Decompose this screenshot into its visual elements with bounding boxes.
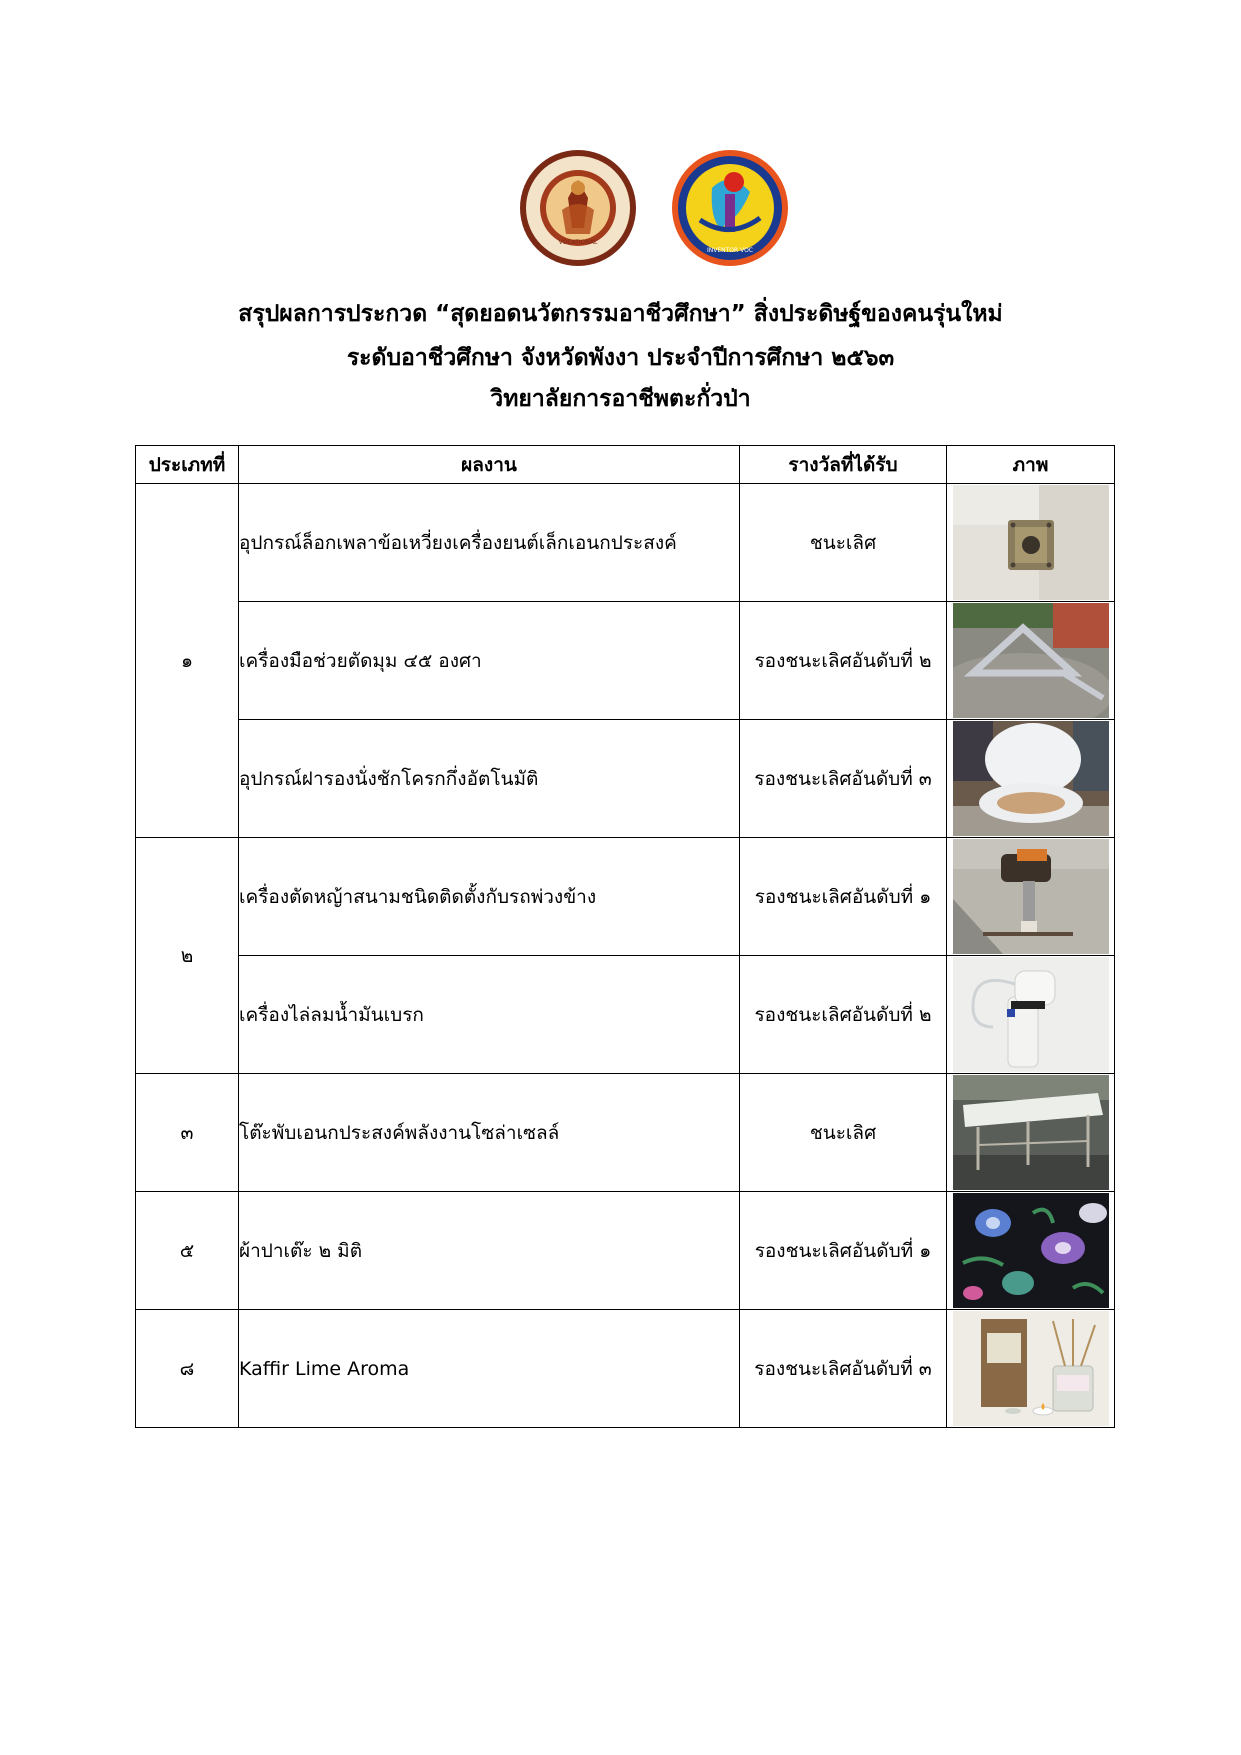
work-cell: เครื่องมือช่วยตัดมุม ๔๕ องศา (239, 602, 740, 720)
header-category: ประเภทที่ (136, 446, 239, 484)
brake-bleeder-photo (953, 957, 1109, 1072)
toilet-seat-photo (953, 721, 1109, 836)
svg-text:VOCATIONAL: VOCATIONAL (558, 239, 598, 246)
vocational-commission-seal-logo (518, 148, 638, 268)
header-work: ผลงาน (239, 446, 740, 484)
work-cell: โต๊ะพับเอนกประสงค์พลังงานโซล่าเซลล์ (239, 1074, 740, 1192)
document-title: สรุปผลการประกวด “สุดยอดนวัตกรรมอาชีวศึกษา” สิ่งประดิษฐ์ของคนรุ่นใหม่ (238, 301, 1003, 327)
category-cell: ๓ (136, 1074, 239, 1192)
work-cell: ผ้าปาเต๊ะ ๒ มิติ (239, 1192, 740, 1310)
work-cell: เครื่องไล่ลมน้ำมันเบรก (239, 956, 740, 1074)
work-cell: เครื่องตัดหญ้าสนามชนิดติดตั้งกับรถพ่วงข้าง (239, 838, 740, 956)
work-cell: Kaffir Lime Aroma (239, 1310, 740, 1428)
table-row (136, 1310, 1115, 1428)
batik-photo (953, 1193, 1109, 1308)
category-cell: ๑ (136, 484, 239, 838)
category-cell: ๒ (136, 838, 239, 1074)
svg-text:INVENTOR VOC: INVENTOR VOC (706, 247, 754, 254)
results-table (135, 445, 1115, 1428)
grass-cutter-photo (953, 839, 1109, 954)
inventor-voc-thailand-logo (670, 148, 790, 268)
college-name: วิทยาลัยการอาชีพตะกั่วป่า (490, 386, 751, 412)
table-row (136, 1192, 1115, 1310)
work-cell: อุปกรณ์ล็อกเพลาข้อเหวี่ยงเครื่องยนต์เล็กเอนกประสงค์ (239, 484, 740, 602)
image-cell (947, 602, 1115, 720)
image-cell (947, 1310, 1115, 1428)
logo-area (0, 148, 1241, 272)
award-cell: รองชนะเลิศอันดับที่ ๓ (740, 720, 947, 838)
image-cell (947, 838, 1115, 956)
award-cell: รองชนะเลิศอันดับที่ ๓ (740, 1310, 947, 1428)
category-cell: ๘ (136, 1310, 239, 1428)
engine-lock-photo (953, 485, 1109, 600)
table-row (136, 602, 1115, 720)
award-cell: รองชนะเลิศอันดับที่ ๒ (740, 956, 947, 1074)
table-row (136, 1074, 1115, 1192)
header-award: รางวัลที่ได้รับ (740, 446, 947, 484)
work-cell: อุปกรณ์ฝารองนั่งชักโครกกึ่งอัตโนมัติ (239, 720, 740, 838)
image-cell (947, 484, 1115, 602)
table-header-row (136, 446, 1115, 484)
table-row (136, 720, 1115, 838)
angle-cutter-photo (953, 603, 1109, 718)
category-cell: ๕ (136, 1192, 239, 1310)
header-image: ภาพ (947, 446, 1115, 484)
table-row (136, 838, 1115, 956)
aroma-photo (953, 1311, 1109, 1426)
table-row (136, 484, 1115, 602)
solar-table-photo (953, 1075, 1109, 1190)
image-cell (947, 956, 1115, 1074)
image-cell (947, 1192, 1115, 1310)
award-cell: ชนะเลิศ (740, 484, 947, 602)
award-cell: รองชนะเลิศอันดับที่ ๑ (740, 1192, 947, 1310)
award-cell: รองชนะเลิศอันดับที่ ๒ (740, 602, 947, 720)
image-cell (947, 720, 1115, 838)
table-row (136, 956, 1115, 1074)
award-cell: ชนะเลิศ (740, 1074, 947, 1192)
image-cell (947, 1074, 1115, 1192)
award-cell: รองชนะเลิศอันดับที่ ๑ (740, 838, 947, 956)
document-subtitle: ระดับอาชีวศึกษา จังหวัดพังงา ประจำปีการศึกษา ๒๕๖๓ (346, 345, 895, 371)
